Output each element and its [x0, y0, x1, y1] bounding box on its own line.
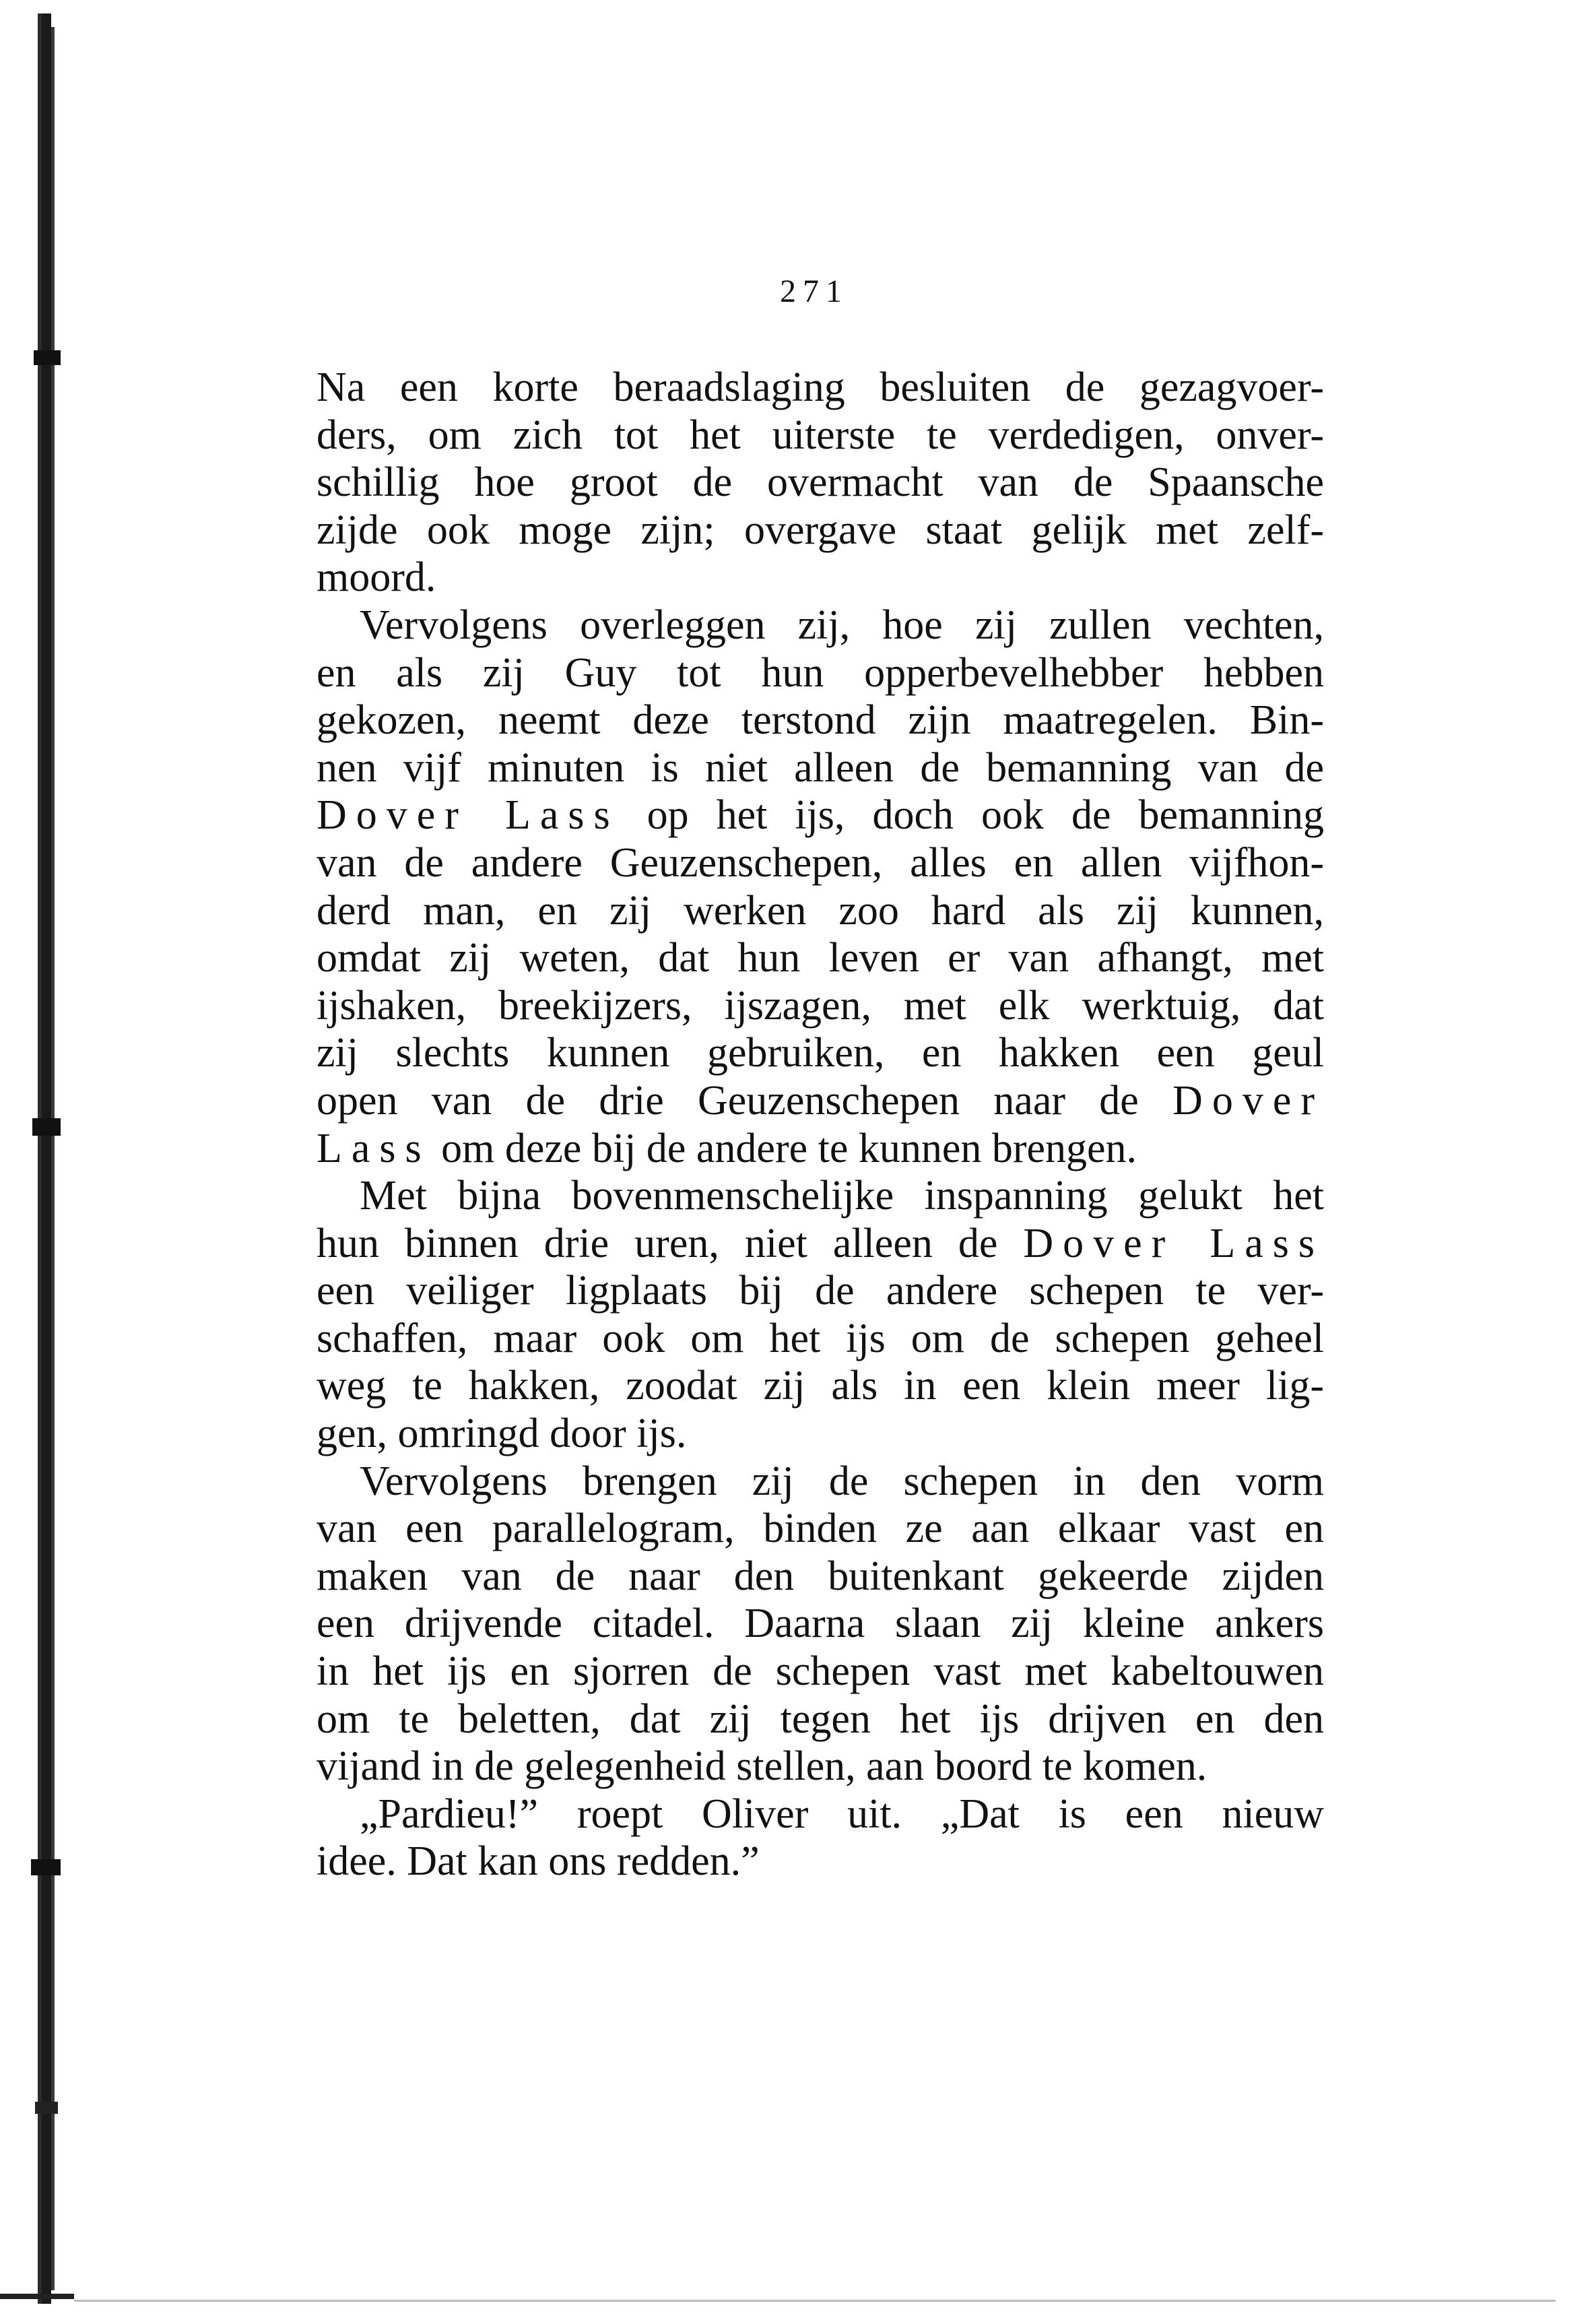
ship-name: Dover Lass — [1023, 1220, 1324, 1266]
text-line: Lass om deze bij de andere te kunnen brengen. — [317, 1125, 1137, 1171]
text-line: vijand in de gelegenheid stellen, aan boord te komen. — [317, 1743, 1207, 1790]
page-number: 271 — [780, 273, 849, 309]
book-binding-edge — [0, 0, 74, 2324]
body-text — [317, 364, 1324, 1885]
text-line: in het ijs en sjorren de schepen vast met kabeltouwen — [317, 1648, 1324, 1695]
ship-name: Lass — [317, 1125, 431, 1171]
text-line: ders, om zich tot het uiterste te verdedigen, onver- — [317, 412, 1324, 458]
text-line: Met bijna bovenmenschelijke inspanning gelukt het — [360, 1173, 1324, 1219]
text-line: van een parallelogram, binden ze aan elkaar vast en — [317, 1506, 1324, 1552]
text-line: omdat zij weten, dat hun leven er van afhangt, met — [317, 935, 1324, 981]
text-line: ijshaken, breekijzers, ijszagen, met elk werktuig, dat — [317, 982, 1324, 1029]
text-line: Vervolgens overleggen zij, hoe zij zullen vechten, — [360, 602, 1324, 648]
text-line: schaffen, maar ook om het ijs om de schepen geheel — [317, 1315, 1324, 1361]
text-line: een drijvende citadel. Daarna slaan zij kleine ankers — [317, 1601, 1324, 1647]
text-line: Vervolgens brengen zij de schepen in den vorm — [360, 1458, 1324, 1504]
text-line: idee. Dat kan ons redden.” — [317, 1838, 760, 1885]
text-line: zij slechts kunnen gebruiken, en hakken een geul — [317, 1030, 1324, 1076]
text-line: zijde ook moge zijn; overgave staat gelijk met zelf- — [317, 507, 1324, 553]
text-line: weg te hakken, zoodat zij als in een klein meer lig- — [317, 1363, 1324, 1409]
text-line: derd man, en zij werken zoo hard als zij kunnen, — [317, 887, 1324, 934]
text-line: van de andere Geuzenschepen, alles en allen vijfhon- — [317, 839, 1324, 886]
text-line: Na een korte beraadslaging besluiten de gezagvoer- — [317, 364, 1324, 410]
text-line: gekozen, neemt deze terstond zijn maatregelen. Bin- — [317, 697, 1324, 744]
page-bottom-edge — [74, 2300, 1556, 2302]
text-line: schillig hoe groot de overmacht van de Spaansche — [317, 459, 1324, 506]
text-line: open van de drie Geuzenschepen naar de Dover — [317, 1077, 1324, 1124]
text-line: hun binnen drie uren, niet alleen de Dover Lass — [317, 1220, 1324, 1266]
text-line: maken van de naar den buitenkant gekeerde zijden — [317, 1553, 1324, 1599]
text-line: moord. — [317, 554, 436, 601]
text-line: „Pardieu!” roept Oliver uit. „Dat is een nieuw — [360, 1790, 1324, 1837]
ship-name: Dover Lass — [317, 792, 620, 839]
text-line: en als zij Guy tot hun opperbevelhebber hebben — [317, 649, 1324, 696]
ship-name: Dover — [1172, 1077, 1324, 1124]
text-line: een veiliger ligplaats bij de andere schepen te ver- — [317, 1268, 1324, 1314]
text-line: Dover Lass op het ijs, doch ook de bemanning — [317, 792, 1324, 839]
text-line: om te beletten, dat zij tegen het ijs drijven en den — [317, 1696, 1324, 1742]
text-line: nen vijf minuten is niet alleen de bemanning van de — [317, 744, 1324, 791]
text-line: gen, omringd door ijs. — [317, 1411, 687, 1457]
